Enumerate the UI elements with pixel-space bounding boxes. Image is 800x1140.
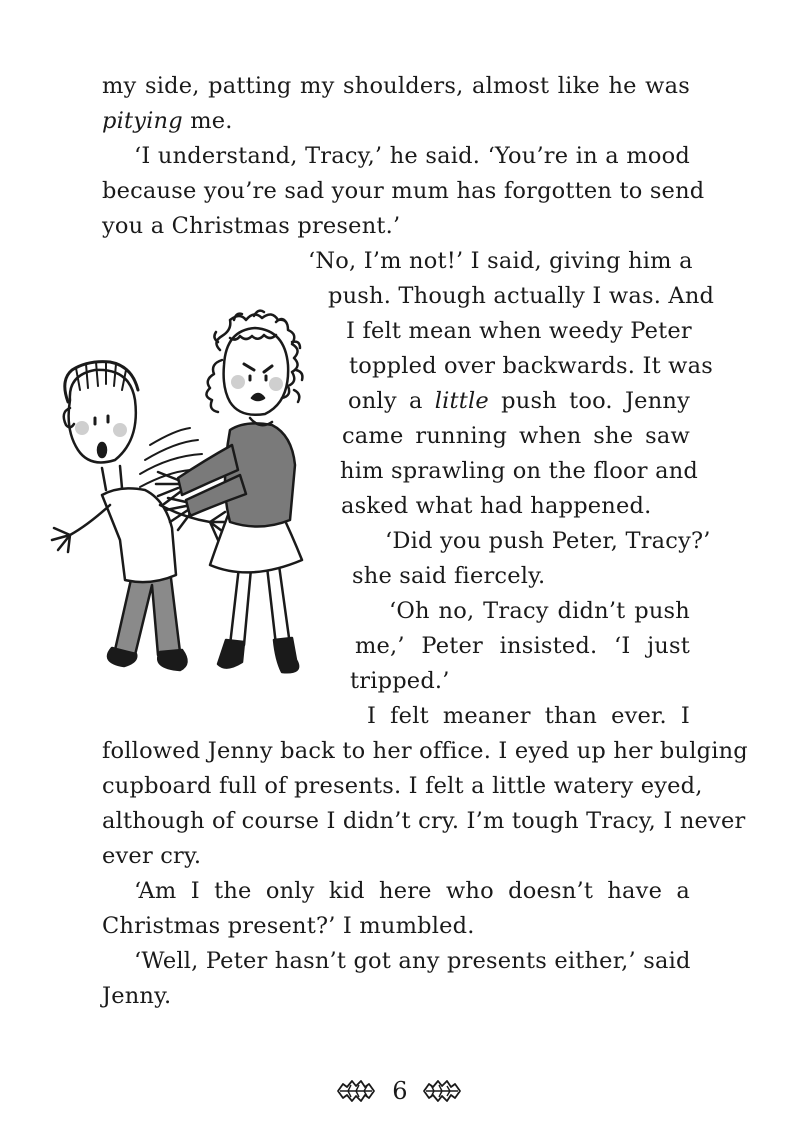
text-line: toppled over backwards. It was bbox=[349, 353, 713, 379]
holly-leaf-icon bbox=[422, 1078, 462, 1104]
text-line: ‘Well, Peter hasn’t got any presents either,’ said bbox=[134, 948, 691, 974]
peter-figure bbox=[52, 362, 230, 670]
text-line: him sprawling on the floor and bbox=[340, 458, 699, 484]
text-line: I felt meaner than ever. I bbox=[367, 703, 690, 729]
text-line: ‘Oh no, Tracy didn’t push bbox=[389, 598, 690, 624]
text-line: Christmas present?’ I mumbled. bbox=[102, 913, 475, 939]
text-line: came running when she saw bbox=[342, 423, 690, 449]
text-line: tripped.’ bbox=[350, 668, 450, 694]
tracy-figure bbox=[156, 311, 302, 673]
page-number: 6 bbox=[392, 1077, 408, 1105]
page-footer bbox=[0, 1072, 800, 1112]
text-line: ‘Did you push Peter, Tracy?’ bbox=[385, 528, 711, 554]
text-line: I felt mean when weedy Peter bbox=[346, 318, 692, 344]
text-line: ‘I understand, Tracy,’ he said. ‘You’re in a mood bbox=[134, 143, 690, 169]
tracy-pushing-peter-illustration bbox=[40, 290, 330, 690]
text-line: cupboard full of presents. I felt a little watery eyed, bbox=[102, 773, 703, 799]
emphasis-text: pitying bbox=[102, 108, 183, 134]
text-line: Jenny. bbox=[102, 983, 172, 1009]
text-line: ‘Am I the only kid here who doesn’t have a bbox=[134, 878, 690, 904]
text-line: push. Though actually I was. And bbox=[328, 283, 715, 309]
text-line: ‘No, I’m not!’ I said, giving him a bbox=[308, 248, 693, 274]
text-fragment: push too. Jenny bbox=[488, 388, 690, 414]
text-fragment: me. bbox=[182, 108, 233, 134]
text-line: she said fiercely. bbox=[352, 563, 546, 589]
text-line bbox=[102, 104, 233, 139]
text-line: asked what had happened. bbox=[341, 493, 652, 519]
text-line: my side, patting my shoulders, almost like he was bbox=[102, 73, 690, 99]
emphasis-text: little bbox=[434, 388, 489, 414]
text-line: because you’re sad your mum has forgotten to send bbox=[102, 178, 705, 204]
text-fragment: only a bbox=[348, 388, 435, 414]
text-line: followed Jenny back to her office. I eyed up her bulging bbox=[102, 738, 748, 764]
text-line: although of course I didn’t cry. I’m tough Tracy, I never bbox=[102, 808, 746, 834]
text-line: you a Christmas present.’ bbox=[102, 213, 401, 239]
text-line bbox=[348, 384, 690, 419]
text-line: ever cry. bbox=[102, 843, 202, 869]
text-line: me,’ Peter insisted. ‘I just bbox=[355, 633, 690, 659]
holly-leaf-icon bbox=[336, 1078, 376, 1104]
